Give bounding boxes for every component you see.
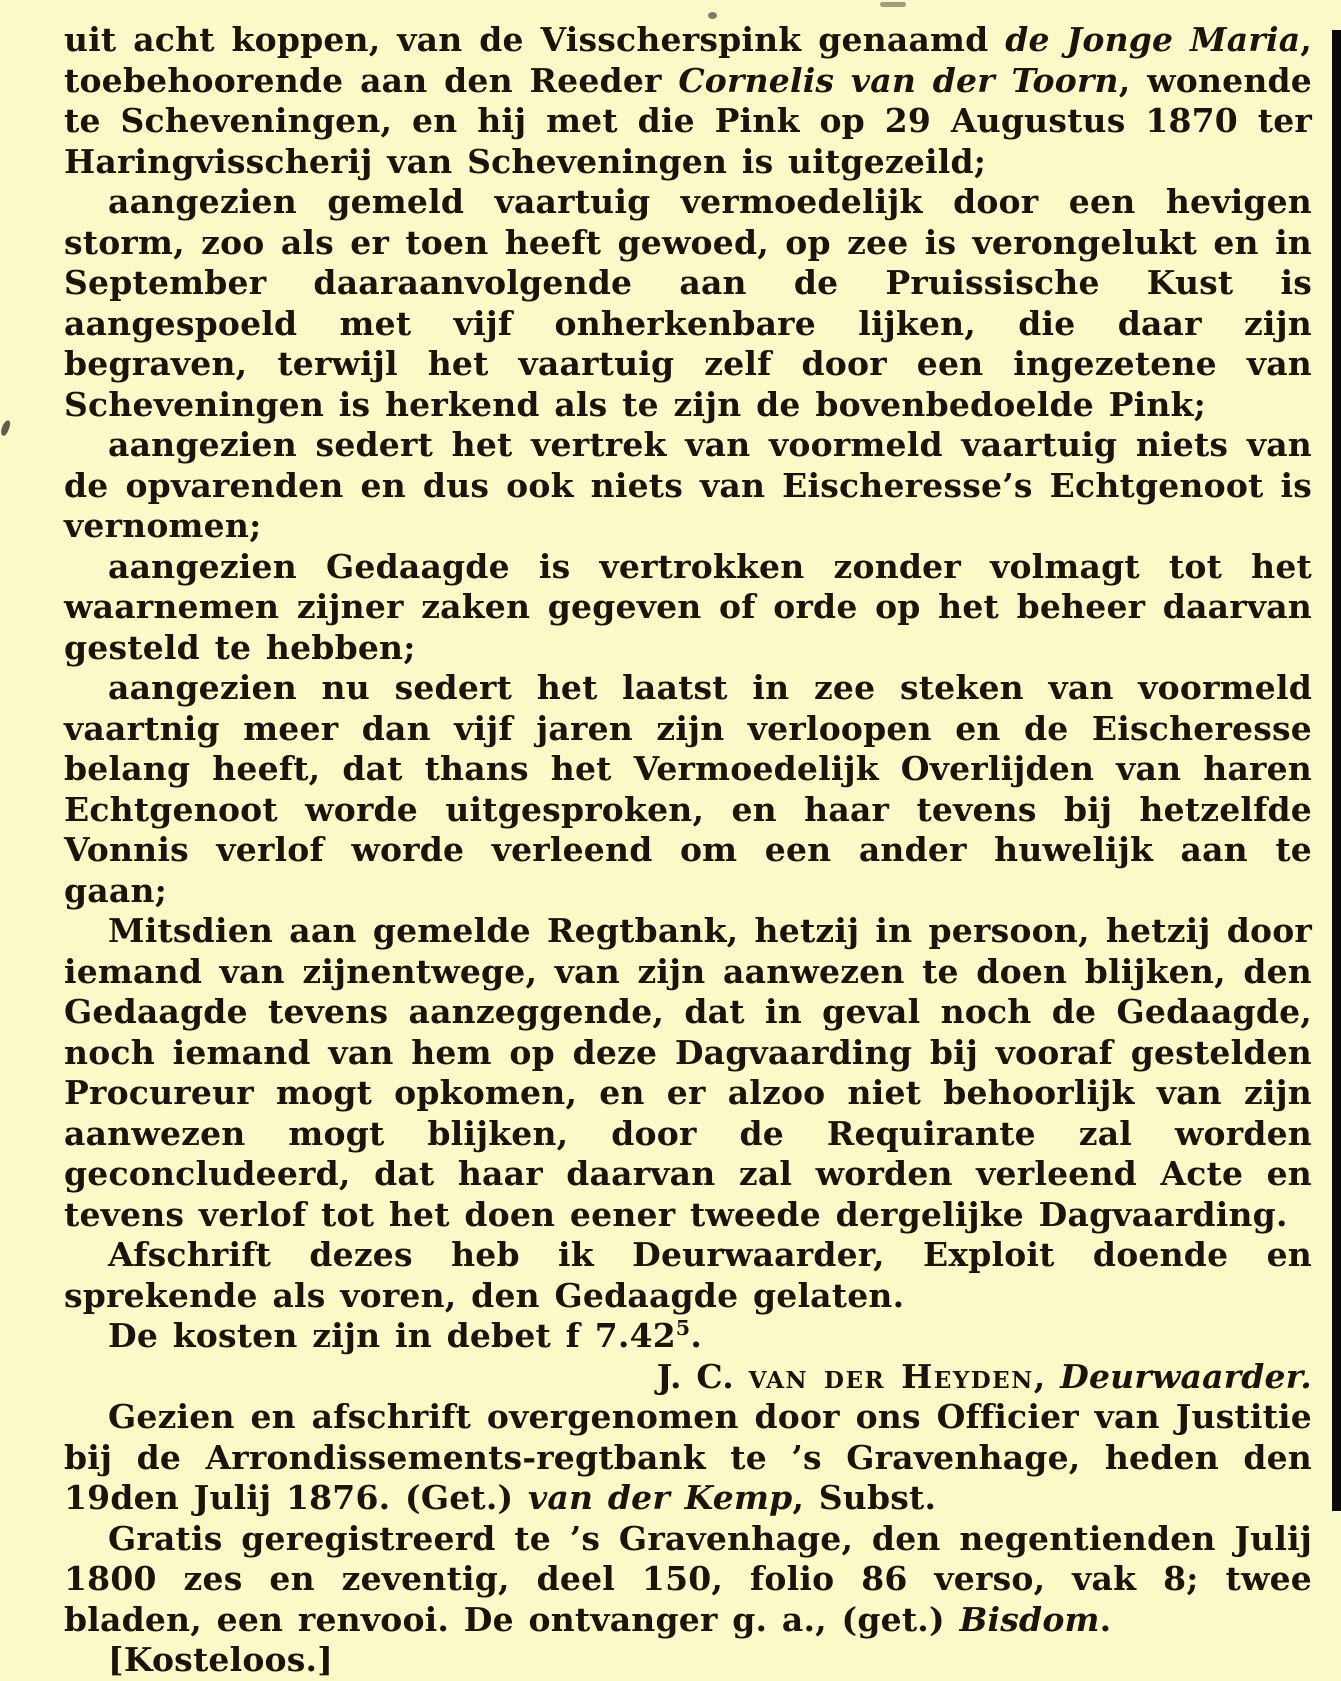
ink-speck (880, 2, 906, 7)
text-run: . (1099, 1599, 1112, 1639)
receiver-name: Bisdom (959, 1599, 1100, 1639)
bailiff-name: van der Heyden (748, 1356, 1034, 1396)
owner-name: Cornelis van der Toorn (678, 60, 1119, 100)
ship-name: de Jonge Maria (1005, 20, 1301, 59)
text-run: , wonende te Scheveningen, en hij met die Pink op 29 Augustus 1870 ter Haringvisscherij van Scheveningen is uitgezeild; (64, 60, 1313, 181)
paragraph-gezien-officier (64, 1397, 1312, 1519)
text-run: , Subst. (792, 1478, 937, 1517)
costs-line (64, 1316, 1312, 1357)
clause-no-news: aangezien sedert het vertrek van voormeld vaartuig niets van de opvarenden en dus ook niets van Eischeresse’s Echtgenoot is vernomen; (64, 425, 1312, 545)
bailiff-title: Deurwaarder. (1060, 1356, 1312, 1396)
text-run: Gezien en afschrift overgenomen door ons Officier van Justitie bij de Arrondissements-regtbank te ’s Gravenhage, heden den 19den Julij 1876. (Get.) (64, 1397, 1312, 1517)
text-run: uit acht koppen, van de Visscherspink genaamd (64, 20, 1006, 59)
text-run: , toebehoorende aan den Reeder (64, 20, 1312, 100)
paragraph-vessel-description (64, 20, 1312, 182)
text-run: Gratis geregistreerd te ’s Gravenhage, den negentienden Julij 1800 zes en zeventig, deel 150, folio 86 verso, vak 8; twee bladen, een renvooi. De ontvanger g. a., (get.) (64, 1518, 1312, 1639)
bailiff-initials: J. C. (656, 1356, 749, 1396)
text-run: , (1033, 1356, 1061, 1396)
paragraph-gratis-registration (64, 1519, 1312, 1641)
column-separator-rule (1332, 30, 1341, 1511)
clause-five-years: aangezien nu sedert het laatst in zee steken van voormeld vaartnig meer dan vijf jaren zijn verloopen en de Eischeresse belang heeft, dat thans het Vermoedelijk Overlijden van haren Echtgenoot worde uitgesproken, en haar tevens bij hetzelfde Vonnis verlof worde verleend om een ander huwelijk aan te gaan; (64, 668, 1312, 910)
clause-storm-wreck: aangezien gemeld vaartuig vermoedelijk door een hevigen storm, zoo als er toen heeft gewoed, op zee is verongelukt en in September daaraanvolgende aan de Pruissische Kust is aangespoeld met vijf onherkenbare lijken, die daar zijn begraven, terwijl het vaartuig zelf door een ingezetene van Scheveningen is herkend als te zijn de bovenbedoelde Pink; (64, 182, 1312, 424)
signature-line (64, 1357, 1312, 1398)
kosteloos-note: [Kosteloos.] (108, 1640, 334, 1679)
ink-speck (0, 419, 11, 436)
document-text-column (64, 20, 1312, 1681)
paragraph-afschrift: Afschrift dezes heb ik Deurwaarder, Exploit doende en sprekende als voren, den Gedaagde gelaten. (64, 1235, 1312, 1315)
superscript-cents: 5 (675, 1316, 691, 1340)
text-run: . (690, 1316, 703, 1355)
clause-no-mandate: aangezien Gedaagde is vertrokken zonder volmagt tot het waarnemen zijner zaken gegeven of orde op het beheer daarvan gesteld te hebben; (64, 546, 1312, 667)
florin-amount: De kosten zijn in debet f 7.42 (108, 1316, 676, 1355)
ink-speck (708, 12, 717, 19)
paragraph-mitsdien-conclusion: Mitsdien aan gemelde Regtbank, hetzij in persoon, hetzij door iemand van zijnentwege, van zijn aanwezen te doen blijken, den Gedaagde tevens aanzeggende, dat in geval noch de Gedaagde, noch iemand van hem op deze Dagvaarding bij vooraf gestelden Procureur mogt opkomen, en er alzoo niet behoorlijk van zijn aanwezen mogt blijken, door de Requirante zal worden geconcludeerd, dat haar daarvan zal worden verleend Acte en tevens verlof tot het doen eener tweede dergelijke Dagvaarding. (64, 911, 1312, 1234)
officer-name: van der Kemp (528, 1478, 793, 1517)
